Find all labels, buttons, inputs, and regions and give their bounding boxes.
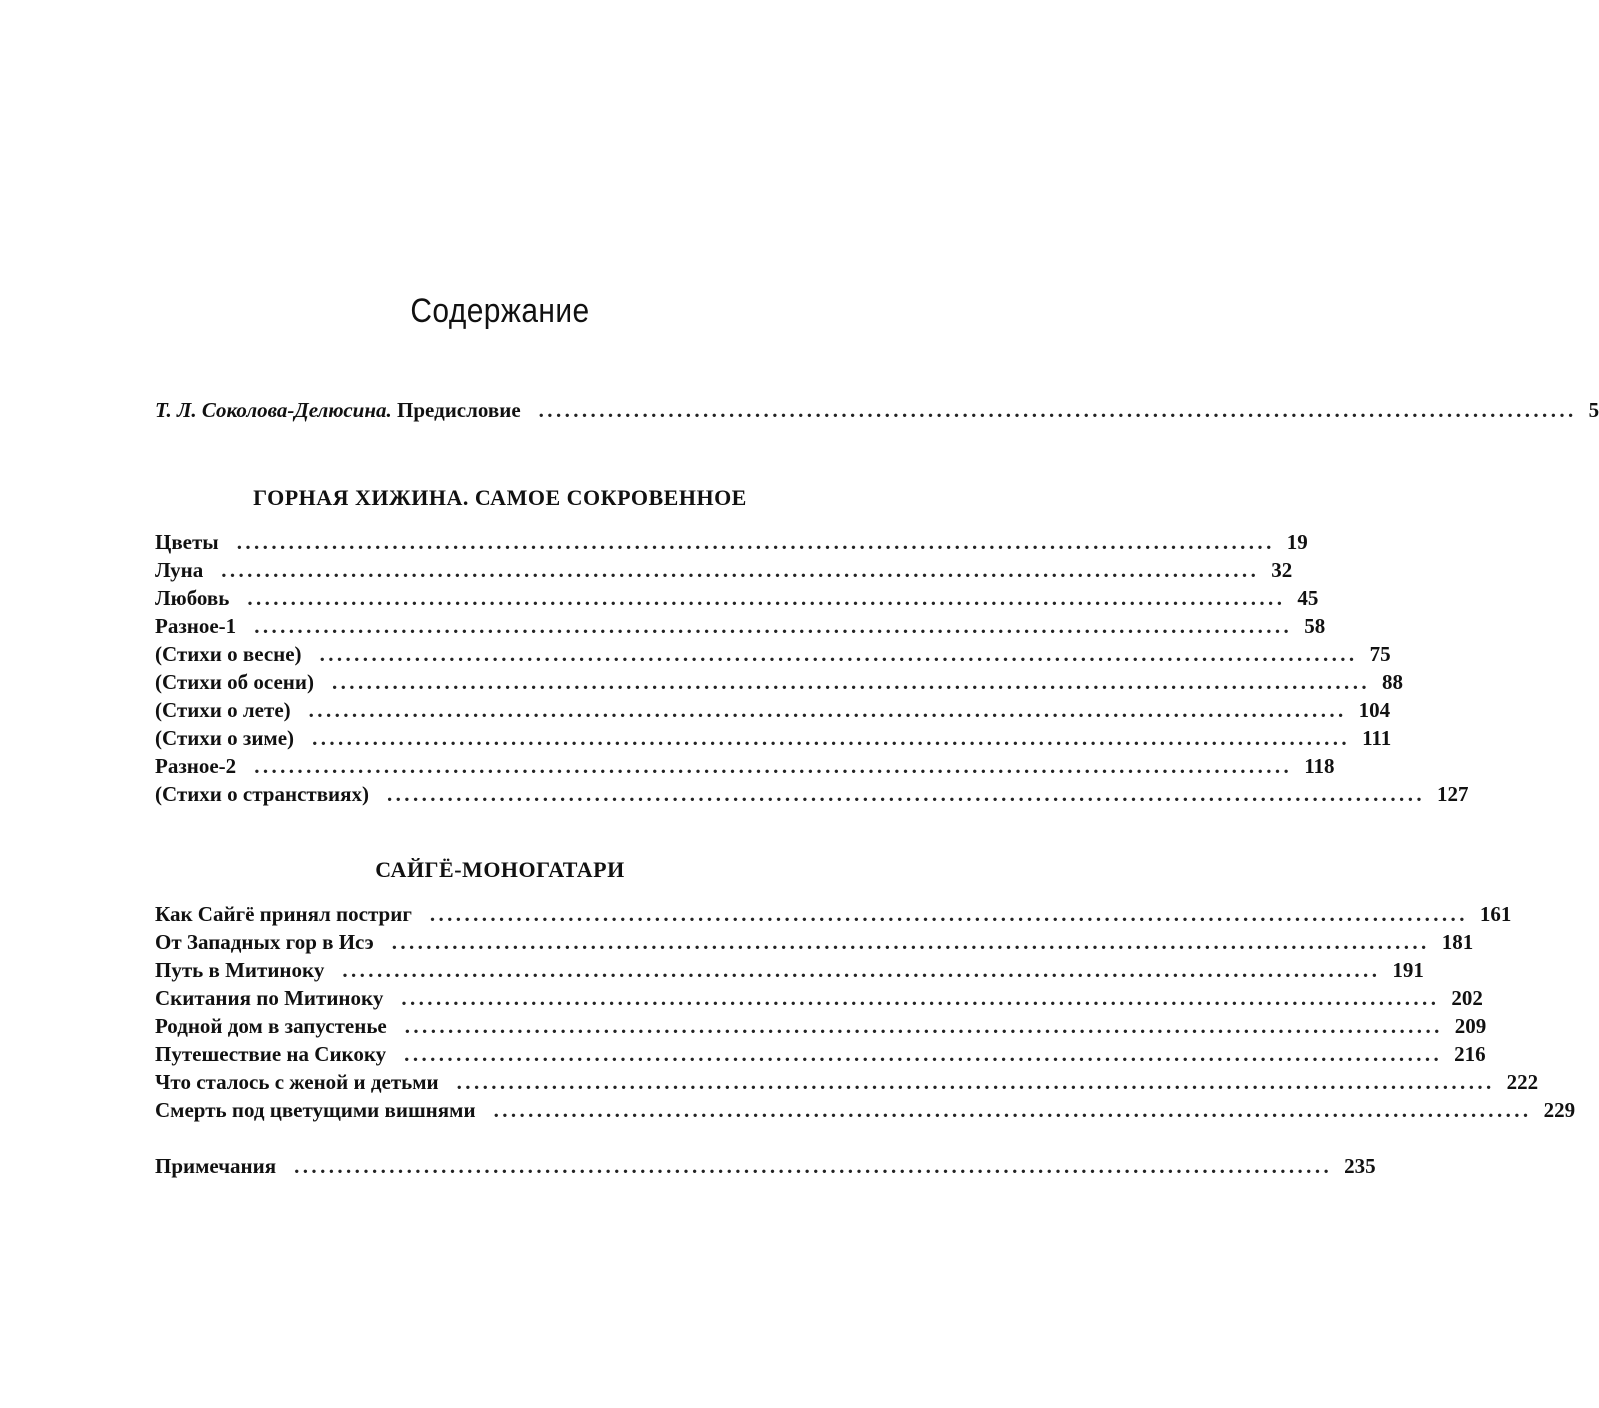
toc-entry xyxy=(155,584,1319,612)
dot-leader: ........................................................................................................................ xyxy=(221,558,1260,582)
toc-entry xyxy=(155,984,1483,1012)
toc-entry-page: 202 xyxy=(1451,986,1483,1010)
toc-entry xyxy=(155,900,1512,928)
toc-entry-label: (Стихи о зиме) xyxy=(155,726,295,750)
toc-entry-label: (Стихи о лете) xyxy=(155,698,291,722)
toc-entry xyxy=(155,780,1469,808)
toc-entry-label: Разное-1 xyxy=(155,614,237,638)
dot-leader: ........................................................................................................................ xyxy=(312,726,1351,750)
dot-leader: ........................................................................................................................ xyxy=(236,530,1275,554)
toc-entry xyxy=(155,928,1474,956)
dot-leader: ........................................................................................................................ xyxy=(401,986,1440,1010)
toc-entry-notes xyxy=(155,1152,1376,1180)
toc-entry-label: Скитания по Митиноку xyxy=(155,986,384,1010)
toc-entry-label: Луна xyxy=(155,558,204,582)
toc-entry xyxy=(155,1012,1487,1040)
toc-entry-label: От Западных гор в Исэ xyxy=(155,930,374,954)
dot-leader: ........................................................................................................................ xyxy=(429,902,1468,926)
dot-leader: ........................................................................................................................ xyxy=(456,1070,1495,1094)
toc-entry xyxy=(155,612,1326,640)
toc-entry-page: 19 xyxy=(1286,530,1308,554)
toc-entry-page: 45 xyxy=(1297,586,1319,610)
toc-entry-page: 216 xyxy=(1454,1042,1486,1066)
toc-entry-page: 209 xyxy=(1454,1014,1487,1038)
toc-entry-label: Цветы xyxy=(155,530,219,554)
toc-entry-page: 118 xyxy=(1304,754,1335,778)
toc-entry-label: Путь в Митиноку xyxy=(155,958,325,982)
toc-entry-label xyxy=(155,396,521,424)
dot-leader: ........................................................................................................................ xyxy=(247,586,1286,610)
preface-text: Предисловие xyxy=(397,398,521,422)
toc-entry-label: Разное-2 xyxy=(155,754,237,778)
toc-entry-page: 5 xyxy=(1588,398,1599,422)
toc-entry xyxy=(155,668,1403,696)
dot-leader: ........................................................................................................................ xyxy=(342,958,1381,982)
toc-entry-page: 222 xyxy=(1506,1070,1539,1094)
toc-entry-page: 181 xyxy=(1441,930,1474,954)
toc-entry-label: (Стихи о весне) xyxy=(155,642,302,666)
toc-entry-page: 127 xyxy=(1437,782,1469,806)
toc-entry-page: 161 xyxy=(1479,902,1512,926)
toc-entry-label: (Стихи о странствиях) xyxy=(155,782,369,806)
toc-entry xyxy=(155,1040,1486,1068)
page-title: Содержание xyxy=(410,292,590,330)
toc-entry-label: (Стихи об осени) xyxy=(155,670,314,694)
toc-entry xyxy=(155,956,1424,984)
dot-leader: ........................................................................................................................ xyxy=(404,1042,1443,1066)
toc-entry-label: Путешествие на Сикоку xyxy=(155,1042,387,1066)
toc-entry-label: Смерть под цветущими вишнями xyxy=(155,1098,476,1122)
section-heading-1: ГОРНАЯ ХИЖИНА. САМОЕ СОКРОВЕННОЕ xyxy=(253,485,747,510)
dot-leader: ........................................................................................................................ xyxy=(308,698,1347,722)
toc-entry-label: Родной дом в запустенье xyxy=(155,1014,387,1038)
dot-leader: ........................................................................................................................ xyxy=(254,754,1293,778)
toc-entry-page: 235 xyxy=(1344,1154,1376,1178)
dot-leader: ........................................................................................................................ xyxy=(319,642,1358,666)
dot-leader: ........................................................................................................................ xyxy=(254,614,1293,638)
toc-entry xyxy=(155,752,1335,780)
toc-entry-preface xyxy=(155,396,1599,424)
toc-entry xyxy=(155,724,1392,752)
toc-entry-page: 104 xyxy=(1358,698,1391,722)
toc-entry-label: Примечания xyxy=(155,1154,277,1178)
toc-entry xyxy=(155,528,1308,556)
section-heading-2: САЙГЁ-МОНОГАТАРИ xyxy=(375,857,625,882)
toc-entry-page: 58 xyxy=(1304,614,1326,638)
toc-entry xyxy=(155,1068,1539,1096)
toc-entry-label: Что сталось с женой и детьми xyxy=(155,1070,439,1094)
toc-entry-page: 229 xyxy=(1543,1098,1576,1122)
toc-entry-page: 75 xyxy=(1369,642,1391,666)
toc-entry-page: 111 xyxy=(1362,726,1392,750)
dot-leader: ........................................................................................................................ xyxy=(493,1098,1532,1122)
toc-entry-label: Как Сайгё принял постриг xyxy=(155,902,412,926)
toc-entry-page: 32 xyxy=(1271,558,1293,582)
toc-entry-label: Любовь xyxy=(155,586,230,610)
toc-entry xyxy=(155,640,1391,668)
toc-entry-page: 88 xyxy=(1382,670,1403,694)
preface-author: Т. Л. Соколова-Делюсина. xyxy=(155,398,392,422)
toc-entry xyxy=(155,1096,1576,1124)
dot-leader: ........................................................................................................................ xyxy=(387,782,1425,806)
toc-entry xyxy=(155,556,1293,584)
dot-leader: ........................................................................................................................ xyxy=(404,1014,1443,1038)
dot-leader: ........................................................................................................................ xyxy=(294,1154,1333,1178)
toc-entry xyxy=(155,696,1391,724)
dot-leader: ........................................................................................................................ xyxy=(391,930,1430,954)
dot-leader: ........................................................................................................................ xyxy=(538,398,1577,422)
toc-entry-page: 191 xyxy=(1392,958,1424,982)
dot-leader: ........................................................................................................................ xyxy=(332,670,1370,694)
